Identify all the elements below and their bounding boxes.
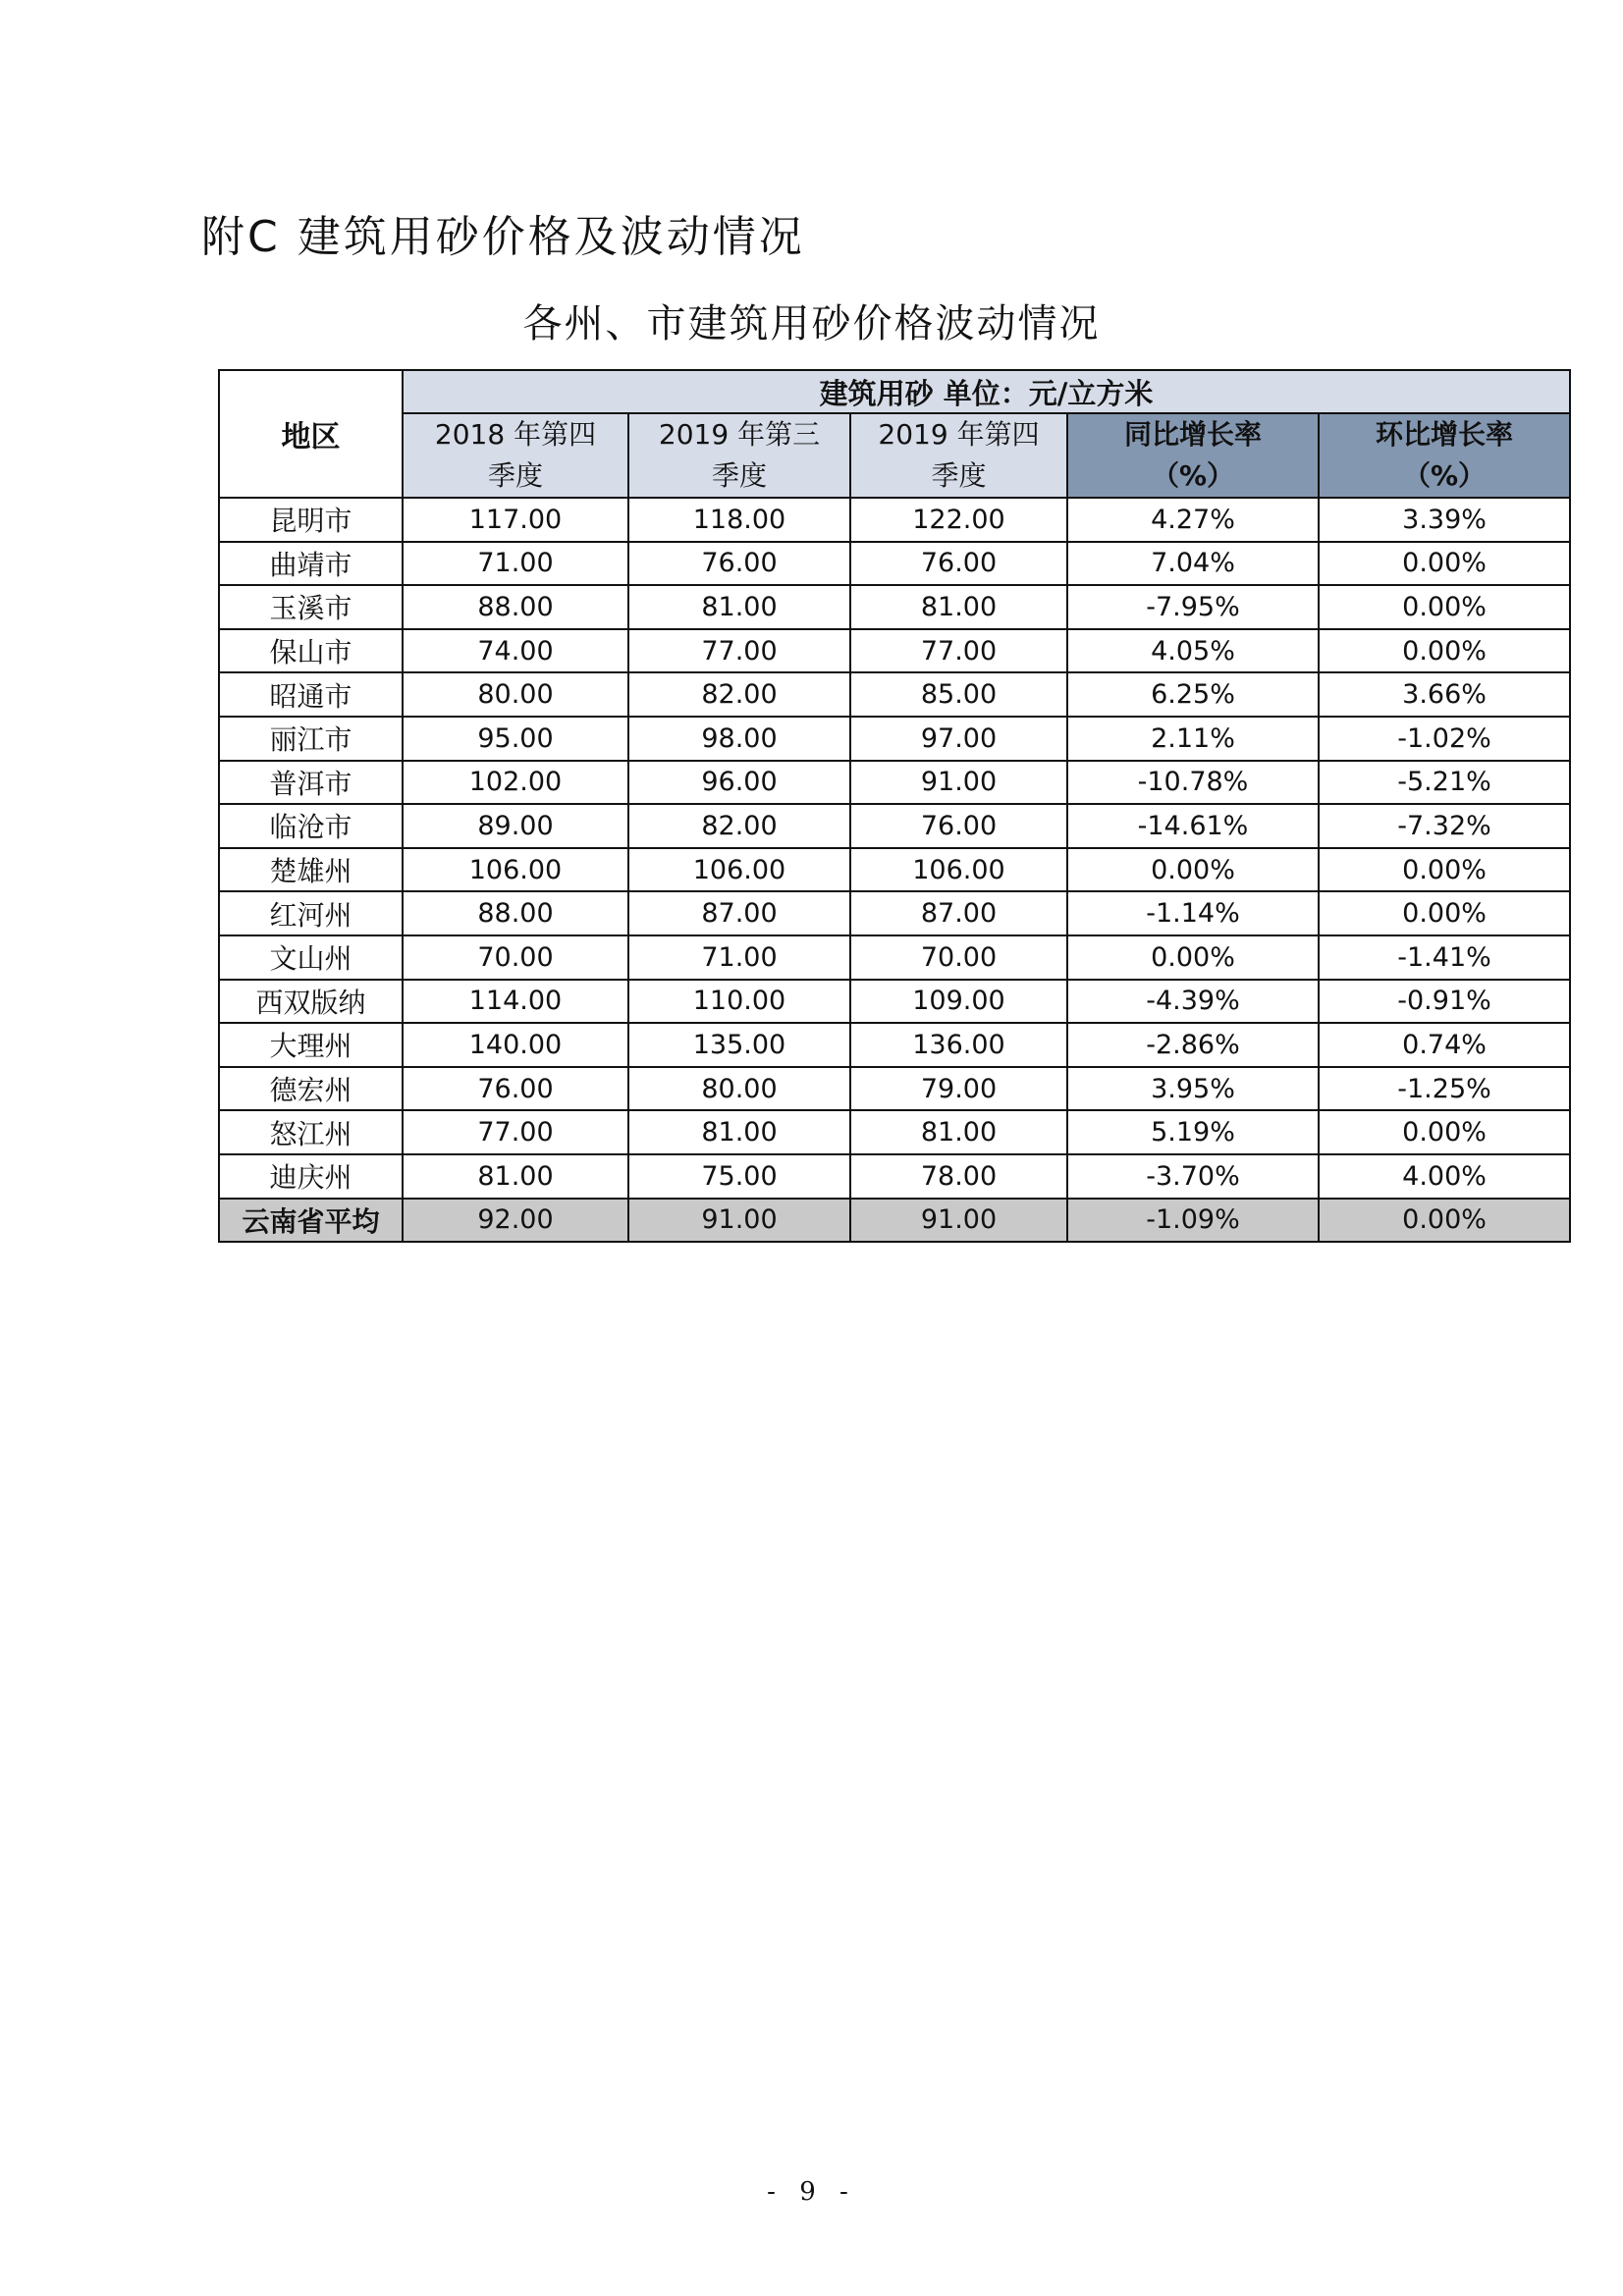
price-2019-q3-cell: 118.00	[628, 498, 850, 542]
price-2019-q3-cell: 81.00	[628, 1110, 850, 1154]
price-2018-q4-cell: 71.00	[403, 542, 628, 586]
price-2019-q4-cell: 87.00	[850, 891, 1067, 935]
price-table	[218, 369, 1571, 1243]
region-cell: 文山州	[219, 935, 403, 980]
price-2019-q3-cell: 82.00	[628, 804, 850, 848]
price-2019-q3-cell: 106.00	[628, 848, 850, 892]
region-cell: 迪庆州	[219, 1154, 403, 1199]
region-cell: 曲靖市	[219, 542, 403, 586]
table-row	[219, 804, 1570, 848]
region-cell: 楚雄州	[219, 848, 403, 892]
price-2019-q3-cell: 98.00	[628, 717, 850, 761]
region-cell: 保山市	[219, 629, 403, 673]
average-row	[219, 1199, 1570, 1243]
qoq-growth-cell: 0.00%	[1319, 848, 1570, 892]
table-row	[219, 629, 1570, 673]
region-cell: 临沧市	[219, 804, 403, 848]
yoy-growth-cell: 4.27%	[1067, 498, 1319, 542]
average-price-2019-q3-cell: 91.00	[628, 1199, 850, 1243]
qoq-growth-cell: 0.00%	[1319, 629, 1570, 673]
yoy-growth-cell: 0.00%	[1067, 848, 1319, 892]
table-row	[219, 1023, 1570, 1067]
qoq-growth-cell: -0.91%	[1319, 980, 1570, 1024]
price-2018-q4-cell: 88.00	[403, 891, 628, 935]
price-2018-q4-cell: 80.00	[403, 672, 628, 717]
price-2018-q4-cell: 70.00	[403, 935, 628, 980]
yoy-growth-cell: -10.78%	[1067, 761, 1319, 805]
table-row	[219, 891, 1570, 935]
region-cell: 普洱市	[219, 761, 403, 805]
price-2019-q4-cell: 106.00	[850, 848, 1067, 892]
table-title: 各州、市建筑用砂价格波动情况	[522, 301, 1101, 347]
table-row	[219, 1154, 1570, 1199]
header-row-1	[219, 370, 1570, 413]
region-cell: 昭通市	[219, 672, 403, 717]
price-2019-q4-cell: 85.00	[850, 672, 1067, 717]
qoq-growth-cell: -1.02%	[1319, 717, 1570, 761]
price-2018-q4-cell: 114.00	[403, 980, 628, 1024]
price-2019-q3-cell: 135.00	[628, 1023, 850, 1067]
price-2019-q3-cell: 82.00	[628, 672, 850, 717]
column-header-qoq: 环比增长率 （%）	[1319, 413, 1570, 498]
price-2018-q4-cell: 77.00	[403, 1110, 628, 1154]
column-header-2019-q4: 2019 年第四 季度	[850, 413, 1067, 498]
price-2019-q3-cell: 110.00	[628, 980, 850, 1024]
yoy-growth-cell: -2.86%	[1067, 1023, 1319, 1067]
price-2019-q3-cell: 96.00	[628, 761, 850, 805]
region-cell: 德宏州	[219, 1067, 403, 1111]
yoy-growth-cell: 7.04%	[1067, 542, 1319, 586]
price-2019-q4-cell: 97.00	[850, 717, 1067, 761]
price-2019-q4-cell: 109.00	[850, 980, 1067, 1024]
yoy-growth-cell: -3.70%	[1067, 1154, 1319, 1199]
qoq-growth-cell: -5.21%	[1319, 761, 1570, 805]
price-2018-q4-cell: 117.00	[403, 498, 628, 542]
yoy-growth-cell: -4.39%	[1067, 980, 1319, 1024]
price-2019-q4-cell: 91.00	[850, 761, 1067, 805]
price-2019-q3-cell: 76.00	[628, 542, 850, 586]
price-2019-q4-cell: 78.00	[850, 1154, 1067, 1199]
region-cell: 丽江市	[219, 717, 403, 761]
average-region-cell: 云南省平均	[219, 1199, 403, 1243]
table-row	[219, 980, 1570, 1024]
table-row	[219, 585, 1570, 629]
table-row	[219, 672, 1570, 717]
price-2018-q4-cell: 74.00	[403, 629, 628, 673]
table-row	[219, 1067, 1570, 1111]
table-row	[219, 935, 1570, 980]
yoy-growth-cell: 2.11%	[1067, 717, 1319, 761]
price-2019-q3-cell: 77.00	[628, 629, 850, 673]
qoq-growth-cell: 0.00%	[1319, 585, 1570, 629]
price-2018-q4-cell: 76.00	[403, 1067, 628, 1111]
table-row	[219, 717, 1570, 761]
yoy-growth-cell: 6.25%	[1067, 672, 1319, 717]
column-header-2019-q3: 2019 年第三 季度	[628, 413, 850, 498]
qoq-growth-cell: 0.00%	[1319, 891, 1570, 935]
yoy-growth-cell: 4.05%	[1067, 629, 1319, 673]
qoq-growth-cell: 4.00%	[1319, 1154, 1570, 1199]
yoy-growth-cell: -7.95%	[1067, 585, 1319, 629]
qoq-growth-cell: 0.00%	[1319, 542, 1570, 586]
price-2019-q3-cell: 80.00	[628, 1067, 850, 1111]
price-2019-q4-cell: 136.00	[850, 1023, 1067, 1067]
column-header-2018-q4: 2018 年第四 季度	[403, 413, 628, 498]
price-2018-q4-cell: 140.00	[403, 1023, 628, 1067]
price-2019-q3-cell: 87.00	[628, 891, 850, 935]
price-2018-q4-cell: 88.00	[403, 585, 628, 629]
average-price-2018-q4-cell: 92.00	[403, 1199, 628, 1243]
region-cell: 怒江州	[219, 1110, 403, 1154]
price-2019-q4-cell: 81.00	[850, 1110, 1067, 1154]
price-2019-q4-cell: 77.00	[850, 629, 1067, 673]
price-2019-q4-cell: 76.00	[850, 804, 1067, 848]
table-row	[219, 761, 1570, 805]
price-2019-q4-cell: 122.00	[850, 498, 1067, 542]
price-2019-q4-cell: 70.00	[850, 935, 1067, 980]
region-cell: 西双版纳	[219, 980, 403, 1024]
price-2019-q3-cell: 75.00	[628, 1154, 850, 1199]
region-cell: 玉溪市	[219, 585, 403, 629]
table-row	[219, 848, 1570, 892]
yoy-growth-cell: 0.00%	[1067, 935, 1319, 980]
yoy-growth-cell: 5.19%	[1067, 1110, 1319, 1154]
header-row-2	[219, 413, 1570, 498]
price-2019-q4-cell: 79.00	[850, 1067, 1067, 1111]
region-header: 地区	[219, 370, 403, 498]
table-row	[219, 1110, 1570, 1154]
qoq-growth-cell: 0.74%	[1319, 1023, 1570, 1067]
qoq-growth-cell: -7.32%	[1319, 804, 1570, 848]
region-cell: 红河州	[219, 891, 403, 935]
average-qoq-growth-cell: 0.00%	[1319, 1199, 1570, 1243]
price-2019-q3-cell: 81.00	[628, 585, 850, 629]
average-yoy-growth-cell: -1.09%	[1067, 1199, 1319, 1243]
unit-header: 建筑用砂 单位：元/立方米	[403, 370, 1570, 413]
qoq-growth-cell: -1.25%	[1319, 1067, 1570, 1111]
yoy-growth-cell: -14.61%	[1067, 804, 1319, 848]
table-row	[219, 498, 1570, 542]
price-2018-q4-cell: 81.00	[403, 1154, 628, 1199]
price-2018-q4-cell: 89.00	[403, 804, 628, 848]
page-number: - 9 -	[767, 2177, 856, 2207]
region-cell: 大理州	[219, 1023, 403, 1067]
price-2019-q4-cell: 81.00	[850, 585, 1067, 629]
table-row	[219, 542, 1570, 586]
qoq-growth-cell: 0.00%	[1319, 1110, 1570, 1154]
price-2018-q4-cell: 102.00	[403, 761, 628, 805]
price-2019-q4-cell: 76.00	[850, 542, 1067, 586]
column-header-yoy: 同比增长率 （%）	[1067, 413, 1319, 498]
section-title: 附C 建筑用砂价格及波动情况	[201, 212, 805, 262]
yoy-growth-cell: -1.14%	[1067, 891, 1319, 935]
price-2018-q4-cell: 106.00	[403, 848, 628, 892]
qoq-growth-cell: 3.39%	[1319, 498, 1570, 542]
average-price-2019-q4-cell: 91.00	[850, 1199, 1067, 1243]
yoy-growth-cell: 3.95%	[1067, 1067, 1319, 1111]
price-2018-q4-cell: 95.00	[403, 717, 628, 761]
qoq-growth-cell: 3.66%	[1319, 672, 1570, 717]
price-2019-q3-cell: 71.00	[628, 935, 850, 980]
region-cell: 昆明市	[219, 498, 403, 542]
qoq-growth-cell: -1.41%	[1319, 935, 1570, 980]
